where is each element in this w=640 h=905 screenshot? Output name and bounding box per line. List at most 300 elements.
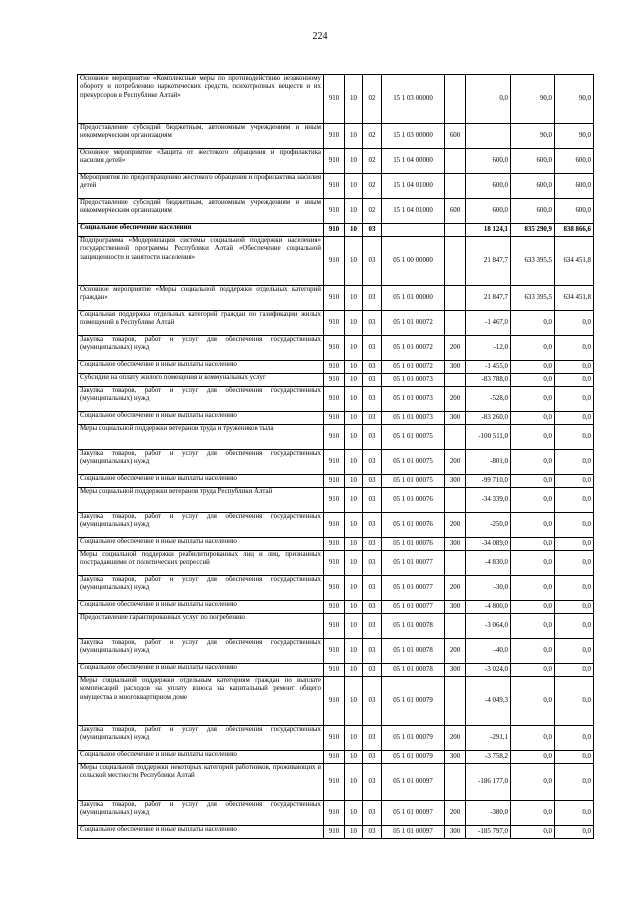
- row-value-2-cell: 0,0: [511, 387, 555, 412]
- row-value-2-cell: 90,0: [511, 124, 555, 149]
- row-vr-cell: [445, 488, 466, 513]
- row-vr-cell: 300: [445, 751, 466, 764]
- row-rz-cell: 10: [345, 639, 363, 664]
- row-grbs-cell: 910: [324, 374, 345, 387]
- row-name-cell: Меры социальной поддержки ветеранов труда Республики Алтай: [78, 488, 324, 513]
- row-grbs-cell: 910: [324, 751, 345, 764]
- row-csr-cell: 05 1 01 00075: [382, 425, 445, 450]
- row-pr-cell: 03: [363, 237, 382, 286]
- row-grbs-cell: 910: [324, 174, 345, 199]
- row-csr-cell: 05 1 01 00097: [382, 764, 445, 801]
- row-rz-cell: 10: [345, 224, 363, 237]
- row-csr-cell: 15 1 03 00000: [382, 75, 445, 124]
- row-rz-cell: 10: [345, 513, 363, 538]
- row-value-2-cell: 0,0: [511, 450, 555, 475]
- row-pr-cell: 03: [363, 361, 382, 374]
- table-row: [78, 311, 594, 336]
- row-value-3-cell: 0,0: [555, 801, 594, 826]
- row-rz-cell: 10: [345, 488, 363, 513]
- row-vr-cell: 300: [445, 361, 466, 374]
- row-value-1-cell: -40,0: [466, 639, 511, 664]
- row-rz-cell: 10: [345, 412, 363, 425]
- row-value-1-cell: -100 511,0: [466, 425, 511, 450]
- row-vr-cell: 200: [445, 387, 466, 412]
- row-csr-cell: 15 1 03 00000: [382, 124, 445, 149]
- row-csr-cell: 05 1 01 00097: [382, 801, 445, 826]
- row-csr-cell: 05 1 01 00076: [382, 538, 445, 551]
- row-csr-cell: 05 1 01 00078: [382, 639, 445, 664]
- row-value-1-cell: -30,0: [466, 576, 511, 601]
- row-name-cell: Закупка товаров, работ и услуг для обеспечения государственных (муниципальных) нужд: [78, 726, 324, 751]
- row-value-1-cell: 600,0: [466, 149, 511, 174]
- row-rz-cell: 10: [345, 726, 363, 751]
- row-value-1-cell: -3 758,2: [466, 751, 511, 764]
- row-pr-cell: 03: [363, 450, 382, 475]
- row-vr-cell: [445, 75, 466, 124]
- row-csr-cell: 05 1 01 00073: [382, 387, 445, 412]
- row-grbs-cell: 910: [324, 387, 345, 412]
- row-csr-cell: 05 1 01 00079: [382, 726, 445, 751]
- row-grbs-cell: 910: [324, 677, 345, 726]
- row-grbs-cell: 910: [324, 149, 345, 174]
- row-rz-cell: 10: [345, 311, 363, 336]
- row-pr-cell: 03: [363, 576, 382, 601]
- row-name-cell: Социальное обеспечение и иные выплаты населению: [78, 475, 324, 488]
- row-value-1-cell: -380,0: [466, 801, 511, 826]
- row-value-3-cell: 0,0: [555, 601, 594, 614]
- table-row: [78, 224, 594, 237]
- row-csr-cell: 15 1 04 01000: [382, 174, 445, 199]
- row-value-2-cell: 600,0: [511, 199, 555, 224]
- row-value-2-cell: 0,0: [511, 826, 555, 839]
- row-rz-cell: 10: [345, 374, 363, 387]
- row-value-1-cell: -3 024,0: [466, 664, 511, 677]
- row-value-3-cell: 600,0: [555, 199, 594, 224]
- row-pr-cell: 03: [363, 764, 382, 801]
- row-value-2-cell: 0,0: [511, 726, 555, 751]
- row-value-1-cell: -34 339,0: [466, 488, 511, 513]
- row-rz-cell: 10: [345, 237, 363, 286]
- row-vr-cell: 300: [445, 538, 466, 551]
- row-value-3-cell: 0,0: [555, 639, 594, 664]
- row-rz-cell: 10: [345, 551, 363, 576]
- row-value-1-cell: -528,0: [466, 387, 511, 412]
- row-pr-cell: 02: [363, 199, 382, 224]
- row-grbs-cell: 910: [324, 551, 345, 576]
- row-value-3-cell: 0,0: [555, 576, 594, 601]
- row-pr-cell: 02: [363, 149, 382, 174]
- row-rz-cell: 10: [345, 764, 363, 801]
- row-csr-cell: 05 1 01 00076: [382, 488, 445, 513]
- table-row: [78, 726, 594, 751]
- row-value-3-cell: 0,0: [555, 361, 594, 374]
- row-name-cell: Закупка товаров, работ и услуг для обеспечения государственных (муниципальных) нужд: [78, 639, 324, 664]
- row-value-1-cell: [466, 124, 511, 149]
- row-rz-cell: 10: [345, 601, 363, 614]
- table-row: [78, 614, 594, 639]
- row-vr-cell: [445, 425, 466, 450]
- row-vr-cell: [445, 149, 466, 174]
- row-value-3-cell: 634 451,8: [555, 286, 594, 311]
- row-name-cell: Социальное обеспечение и иные выплаты населению: [78, 826, 324, 839]
- row-value-1-cell: 18 124,1: [466, 224, 511, 237]
- row-grbs-cell: 910: [324, 639, 345, 664]
- row-value-2-cell: 0,0: [511, 513, 555, 538]
- row-value-2-cell: 0,0: [511, 677, 555, 726]
- row-pr-cell: 03: [363, 614, 382, 639]
- row-rz-cell: 10: [345, 450, 363, 475]
- row-csr-cell: 05 1 01 00078: [382, 664, 445, 677]
- row-rz-cell: 10: [345, 538, 363, 551]
- row-csr-cell: [382, 224, 445, 237]
- table-row: [78, 601, 594, 614]
- row-pr-cell: 02: [363, 75, 382, 124]
- row-name-cell: Закупка товаров, работ и услуг для обеспечения государственных (муниципальных) нужд: [78, 801, 324, 826]
- row-value-1-cell: -83 260,0: [466, 412, 511, 425]
- row-name-cell: Субсидии на оплату жилого помещения и коммунальных услуг: [78, 374, 324, 387]
- row-value-1-cell: -4 800,0: [466, 601, 511, 614]
- row-csr-cell: 05 1 01 00000: [382, 286, 445, 311]
- row-value-2-cell: 835 290,9: [511, 224, 555, 237]
- row-vr-cell: 200: [445, 801, 466, 826]
- row-value-3-cell: 90,0: [555, 75, 594, 124]
- row-grbs-cell: 910: [324, 425, 345, 450]
- row-grbs-cell: 910: [324, 286, 345, 311]
- row-value-1-cell: -83 788,0: [466, 374, 511, 387]
- row-name-cell: Социальное обеспечение населения: [78, 224, 324, 237]
- row-grbs-cell: 910: [324, 826, 345, 839]
- row-vr-cell: [445, 311, 466, 336]
- row-vr-cell: [445, 237, 466, 286]
- row-pr-cell: 03: [363, 224, 382, 237]
- row-vr-cell: 200: [445, 450, 466, 475]
- row-value-3-cell: 838 866,6: [555, 224, 594, 237]
- row-csr-cell: 05 1 01 00079: [382, 677, 445, 726]
- row-grbs-cell: 910: [324, 726, 345, 751]
- row-pr-cell: 03: [363, 412, 382, 425]
- row-value-3-cell: 0,0: [555, 826, 594, 839]
- table-row: [78, 751, 594, 764]
- row-value-2-cell: 633 395,5: [511, 237, 555, 286]
- row-value-3-cell: 0,0: [555, 336, 594, 361]
- row-csr-cell: 15 1 04 01000: [382, 199, 445, 224]
- row-grbs-cell: 910: [324, 576, 345, 601]
- table-row: [78, 764, 594, 801]
- row-vr-cell: [445, 614, 466, 639]
- row-vr-cell: [445, 677, 466, 726]
- row-vr-cell: 300: [445, 664, 466, 677]
- row-rz-cell: 10: [345, 361, 363, 374]
- table-row: [78, 551, 594, 576]
- row-name-cell: Социальное обеспечение и иные выплаты населению: [78, 361, 324, 374]
- row-csr-cell: 05 1 01 00072: [382, 311, 445, 336]
- row-rz-cell: 10: [345, 149, 363, 174]
- table-row: [78, 286, 594, 311]
- table-row: [78, 374, 594, 387]
- row-name-cell: Закупка товаров, работ и услуг для обеспечения государственных (муниципальных) нужд: [78, 513, 324, 538]
- table-row: [78, 488, 594, 513]
- row-csr-cell: 05 1 01 00076: [382, 513, 445, 538]
- row-rz-cell: 10: [345, 801, 363, 826]
- row-value-1-cell: 600,0: [466, 199, 511, 224]
- row-value-2-cell: 0,0: [511, 614, 555, 639]
- row-name-cell: Меры социальной поддержки реабилитированных лиц и лиц, признанных пострадавшими от политических репрессий: [78, 551, 324, 576]
- row-value-1-cell: -4 830,0: [466, 551, 511, 576]
- table-row: [78, 237, 594, 286]
- row-grbs-cell: 910: [324, 614, 345, 639]
- row-value-2-cell: 0,0: [511, 551, 555, 576]
- row-pr-cell: 03: [363, 286, 382, 311]
- row-vr-cell: 200: [445, 513, 466, 538]
- row-pr-cell: 03: [363, 726, 382, 751]
- row-value-3-cell: 600,0: [555, 149, 594, 174]
- row-value-3-cell: 0,0: [555, 513, 594, 538]
- row-value-2-cell: 633 395,5: [511, 286, 555, 311]
- row-value-3-cell: 634 451,8: [555, 237, 594, 286]
- row-vr-cell: 300: [445, 826, 466, 839]
- row-name-cell: Закупка товаров, работ и услуг для обеспечения государственных (муниципальных) нужд: [78, 336, 324, 361]
- row-pr-cell: 03: [363, 488, 382, 513]
- row-name-cell: Меры социальной поддержки ветеранов труда и тружеников тыла: [78, 425, 324, 450]
- row-grbs-cell: 910: [324, 664, 345, 677]
- row-rz-cell: 10: [345, 174, 363, 199]
- row-value-2-cell: 0,0: [511, 576, 555, 601]
- row-value-1-cell: 21 847,7: [466, 237, 511, 286]
- row-name-cell: Закупка товаров, работ и услуг для обеспечения государственных (муниципальных) нужд: [78, 450, 324, 475]
- row-name-cell: Закупка товаров, работ и услуг для обеспечения государственных (муниципальных) нужд: [78, 576, 324, 601]
- row-vr-cell: [445, 374, 466, 387]
- row-value-3-cell: 0,0: [555, 664, 594, 677]
- table-row: [78, 801, 594, 826]
- row-value-3-cell: 0,0: [555, 764, 594, 801]
- row-value-3-cell: 0,0: [555, 387, 594, 412]
- row-grbs-cell: 910: [324, 336, 345, 361]
- table-row: [78, 450, 594, 475]
- row-value-3-cell: 0,0: [555, 726, 594, 751]
- row-value-2-cell: 0,0: [511, 488, 555, 513]
- table-row: [78, 361, 594, 374]
- row-csr-cell: 05 1 01 00072: [382, 336, 445, 361]
- row-name-cell: Закупка товаров, работ и услуг для обеспечения государственных (муниципальных) нужд: [78, 387, 324, 412]
- row-vr-cell: 200: [445, 576, 466, 601]
- row-value-1-cell: 0,0: [466, 75, 511, 124]
- row-grbs-cell: 910: [324, 237, 345, 286]
- table-row: [78, 576, 594, 601]
- row-value-2-cell: 600,0: [511, 149, 555, 174]
- row-grbs-cell: 910: [324, 75, 345, 124]
- row-vr-cell: 600: [445, 199, 466, 224]
- row-rz-cell: 10: [345, 286, 363, 311]
- row-value-1-cell: -250,0: [466, 513, 511, 538]
- row-vr-cell: 300: [445, 412, 466, 425]
- table-row: [78, 412, 594, 425]
- row-rz-cell: 10: [345, 336, 363, 361]
- row-value-3-cell: 0,0: [555, 450, 594, 475]
- row-pr-cell: 03: [363, 601, 382, 614]
- row-value-2-cell: 600,0: [511, 174, 555, 199]
- row-name-cell: Социальное обеспечение и иные выплаты населению: [78, 751, 324, 764]
- row-name-cell: Меры социальной поддержки некоторых категорий работников, проживающих в сельской местности Республики Алтай: [78, 764, 324, 801]
- row-vr-cell: [445, 174, 466, 199]
- row-value-3-cell: 0,0: [555, 412, 594, 425]
- row-csr-cell: 05 1 01 00075: [382, 475, 445, 488]
- row-value-2-cell: 0,0: [511, 764, 555, 801]
- row-rz-cell: 10: [345, 124, 363, 149]
- row-name-cell: Основное мероприятие «Защита от жестокого обращения и профилактика насилия детей»: [78, 149, 324, 174]
- row-pr-cell: 03: [363, 826, 382, 839]
- table-row: [78, 513, 594, 538]
- table-row: [78, 336, 594, 361]
- table-row: [78, 199, 594, 224]
- row-pr-cell: 02: [363, 124, 382, 149]
- row-csr-cell: 05 1 01 00073: [382, 412, 445, 425]
- table-row: [78, 149, 594, 174]
- table-row: [78, 826, 594, 839]
- row-pr-cell: 03: [363, 801, 382, 826]
- row-value-3-cell: 0,0: [555, 614, 594, 639]
- row-grbs-cell: 910: [324, 801, 345, 826]
- row-value-2-cell: 90,0: [511, 75, 555, 124]
- row-grbs-cell: 910: [324, 488, 345, 513]
- row-value-3-cell: 0,0: [555, 475, 594, 488]
- row-name-cell: Предоставление гарантированных услуг по погребению: [78, 614, 324, 639]
- row-value-3-cell: 0,0: [555, 488, 594, 513]
- row-value-2-cell: 0,0: [511, 601, 555, 614]
- row-value-1-cell: -12,0: [466, 336, 511, 361]
- row-rz-cell: 10: [345, 614, 363, 639]
- row-rz-cell: 10: [345, 387, 363, 412]
- row-vr-cell: 300: [445, 475, 466, 488]
- row-value-2-cell: 0,0: [511, 639, 555, 664]
- row-csr-cell: 05 1 01 00075: [382, 450, 445, 475]
- row-pr-cell: 03: [363, 387, 382, 412]
- table-row: [78, 639, 594, 664]
- row-vr-cell: [445, 551, 466, 576]
- table-row: [78, 425, 594, 450]
- row-pr-cell: 03: [363, 751, 382, 764]
- row-value-1-cell: -34 089,0: [466, 538, 511, 551]
- table-row: [78, 538, 594, 551]
- row-grbs-cell: 910: [324, 199, 345, 224]
- row-name-cell: Меры социальной поддержки отдельным категориям граждан по выплате компенсаций расходов на уплату взноса на капитальный ремонт общего имущества в многоквартирном доме: [78, 677, 324, 726]
- table-row: [78, 174, 594, 199]
- row-value-2-cell: 0,0: [511, 538, 555, 551]
- row-value-2-cell: 0,0: [511, 412, 555, 425]
- row-name-cell: Подпрограмма «Модернизация системы социальной поддержки населения» государственной программы Республики Алтай «Обеспечение социальной защищенности и занятости населения»: [78, 237, 324, 286]
- row-name-cell: Предоставление субсидий бюджетным, автономным учреждениям и иным некоммерческим организациям: [78, 124, 324, 149]
- row-name-cell: Социальное обеспечение и иные выплаты населению: [78, 538, 324, 551]
- row-pr-cell: 03: [363, 336, 382, 361]
- row-rz-cell: 10: [345, 576, 363, 601]
- row-csr-cell: 05 1 01 00077: [382, 576, 445, 601]
- row-value-1-cell: -4 049,3: [466, 677, 511, 726]
- row-vr-cell: 200: [445, 639, 466, 664]
- row-csr-cell: 05 1 01 00078: [382, 614, 445, 639]
- row-vr-cell: [445, 286, 466, 311]
- row-value-2-cell: 0,0: [511, 751, 555, 764]
- row-csr-cell: 05 1 01 00073: [382, 374, 445, 387]
- row-rz-cell: 10: [345, 751, 363, 764]
- row-rz-cell: 10: [345, 475, 363, 488]
- table-row: [78, 124, 594, 149]
- row-pr-cell: 03: [363, 374, 382, 387]
- row-name-cell: Предоставление субсидий бюджетным, автономным учреждениям и иным некоммерческим организациям: [78, 199, 324, 224]
- row-value-3-cell: 600,0: [555, 174, 594, 199]
- row-value-2-cell: 0,0: [511, 425, 555, 450]
- row-value-3-cell: 0,0: [555, 677, 594, 726]
- row-rz-cell: 10: [345, 75, 363, 124]
- page-number: 224: [312, 31, 328, 42]
- row-grbs-cell: 910: [324, 361, 345, 374]
- table-row: [78, 75, 594, 124]
- budget-table: [77, 74, 594, 839]
- row-value-3-cell: 0,0: [555, 374, 594, 387]
- row-pr-cell: 03: [363, 475, 382, 488]
- row-value-2-cell: 0,0: [511, 336, 555, 361]
- row-grbs-cell: 910: [324, 124, 345, 149]
- row-vr-cell: 300: [445, 601, 466, 614]
- row-name-cell: Социальная поддержка отдельных категорий граждан по газификации жилых помещений в Республике Алтай: [78, 311, 324, 336]
- row-pr-cell: 03: [363, 639, 382, 664]
- row-name-cell: Основное мероприятие «Комплексные меры по противодействию незаконному обороту и потреблению наркотических средств, психотропных веществ и их прекурсоров в Республике Алтай»: [78, 75, 324, 124]
- row-value-1-cell: 21 847,7: [466, 286, 511, 311]
- row-grbs-cell: 910: [324, 224, 345, 237]
- row-value-1-cell: -99 710,0: [466, 475, 511, 488]
- row-name-cell: Социальное обеспечение и иные выплаты населению: [78, 664, 324, 677]
- row-grbs-cell: 910: [324, 538, 345, 551]
- row-pr-cell: 03: [363, 551, 382, 576]
- row-value-3-cell: 0,0: [555, 551, 594, 576]
- row-csr-cell: 05 1 01 00097: [382, 826, 445, 839]
- row-rz-cell: 10: [345, 664, 363, 677]
- row-value-2-cell: 0,0: [511, 361, 555, 374]
- row-value-2-cell: 0,0: [511, 311, 555, 336]
- row-grbs-cell: 910: [324, 450, 345, 475]
- row-value-3-cell: 0,0: [555, 538, 594, 551]
- row-vr-cell: [445, 764, 466, 801]
- row-grbs-cell: 910: [324, 513, 345, 538]
- row-name-cell: Мероприятия по предотвращению жестокого обращения и профилактика насилия детей: [78, 174, 324, 199]
- row-rz-cell: 10: [345, 199, 363, 224]
- row-value-1-cell: -291,1: [466, 726, 511, 751]
- table-row: [78, 387, 594, 412]
- row-grbs-cell: 910: [324, 311, 345, 336]
- row-value-2-cell: 0,0: [511, 801, 555, 826]
- row-value-3-cell: 0,0: [555, 311, 594, 336]
- row-value-3-cell: 0,0: [555, 425, 594, 450]
- row-rz-cell: 10: [345, 425, 363, 450]
- row-value-2-cell: 0,0: [511, 664, 555, 677]
- row-rz-cell: 10: [345, 677, 363, 726]
- row-value-1-cell: -1 455,0: [466, 361, 511, 374]
- row-name-cell: Основное мероприятие «Меры социальной поддержки отдельных категорий граждан»: [78, 286, 324, 311]
- row-value-3-cell: 90,0: [555, 124, 594, 149]
- row-grbs-cell: 910: [324, 475, 345, 488]
- row-value-2-cell: 0,0: [511, 374, 555, 387]
- row-value-1-cell: -1 467,0: [466, 311, 511, 336]
- row-pr-cell: 02: [363, 174, 382, 199]
- row-grbs-cell: 910: [324, 412, 345, 425]
- row-name-cell: Социальное обеспечение и иные выплаты населению: [78, 412, 324, 425]
- row-pr-cell: 03: [363, 311, 382, 336]
- row-vr-cell: [445, 224, 466, 237]
- row-pr-cell: 03: [363, 664, 382, 677]
- row-csr-cell: 05 1 01 00077: [382, 551, 445, 576]
- row-csr-cell: 05 1 01 00077: [382, 601, 445, 614]
- row-rz-cell: 10: [345, 826, 363, 839]
- row-pr-cell: 03: [363, 677, 382, 726]
- row-pr-cell: 03: [363, 425, 382, 450]
